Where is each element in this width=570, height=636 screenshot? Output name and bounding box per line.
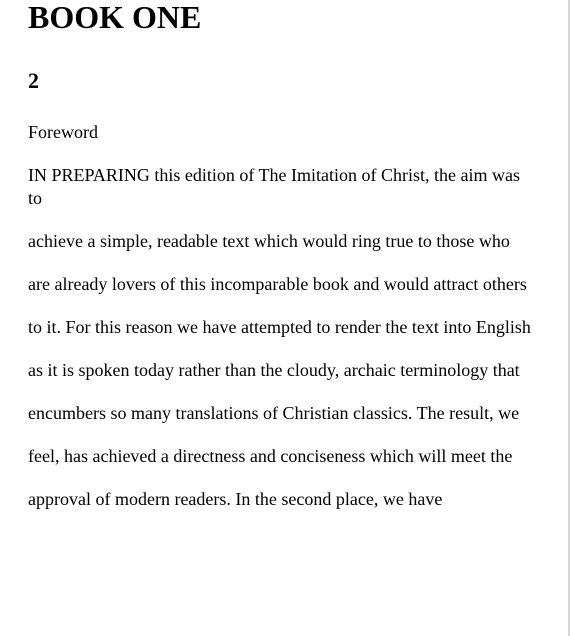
section-number: 2 xyxy=(28,68,39,93)
paragraph-3: are already lovers of this incomparable book and would attract others xyxy=(28,274,527,294)
paragraph-7: feel, has achieved a directness and conciseness which will meet the xyxy=(28,446,513,466)
paragraph-1: IN PREPARING this edition of The Imitation of Christ, the aim was to xyxy=(28,165,520,208)
foreword-label: Foreword xyxy=(28,122,98,142)
document-content xyxy=(28,0,538,511)
paragraph-6: encumbers so many translations of Christian classics. The result, we xyxy=(28,403,520,423)
book-heading: BOOK ONE xyxy=(28,0,202,35)
paragraph-2: achieve a simple, readable text which would ring true to those who xyxy=(28,231,510,251)
paragraph-5: as it is spoken today rather than the cloudy, archaic terminology that xyxy=(28,360,520,380)
paragraph-4: to it. For this reason we have attempted to render the text into English xyxy=(28,317,531,337)
paragraph-8: approval of modern readers. In the second place, we have xyxy=(28,489,443,509)
